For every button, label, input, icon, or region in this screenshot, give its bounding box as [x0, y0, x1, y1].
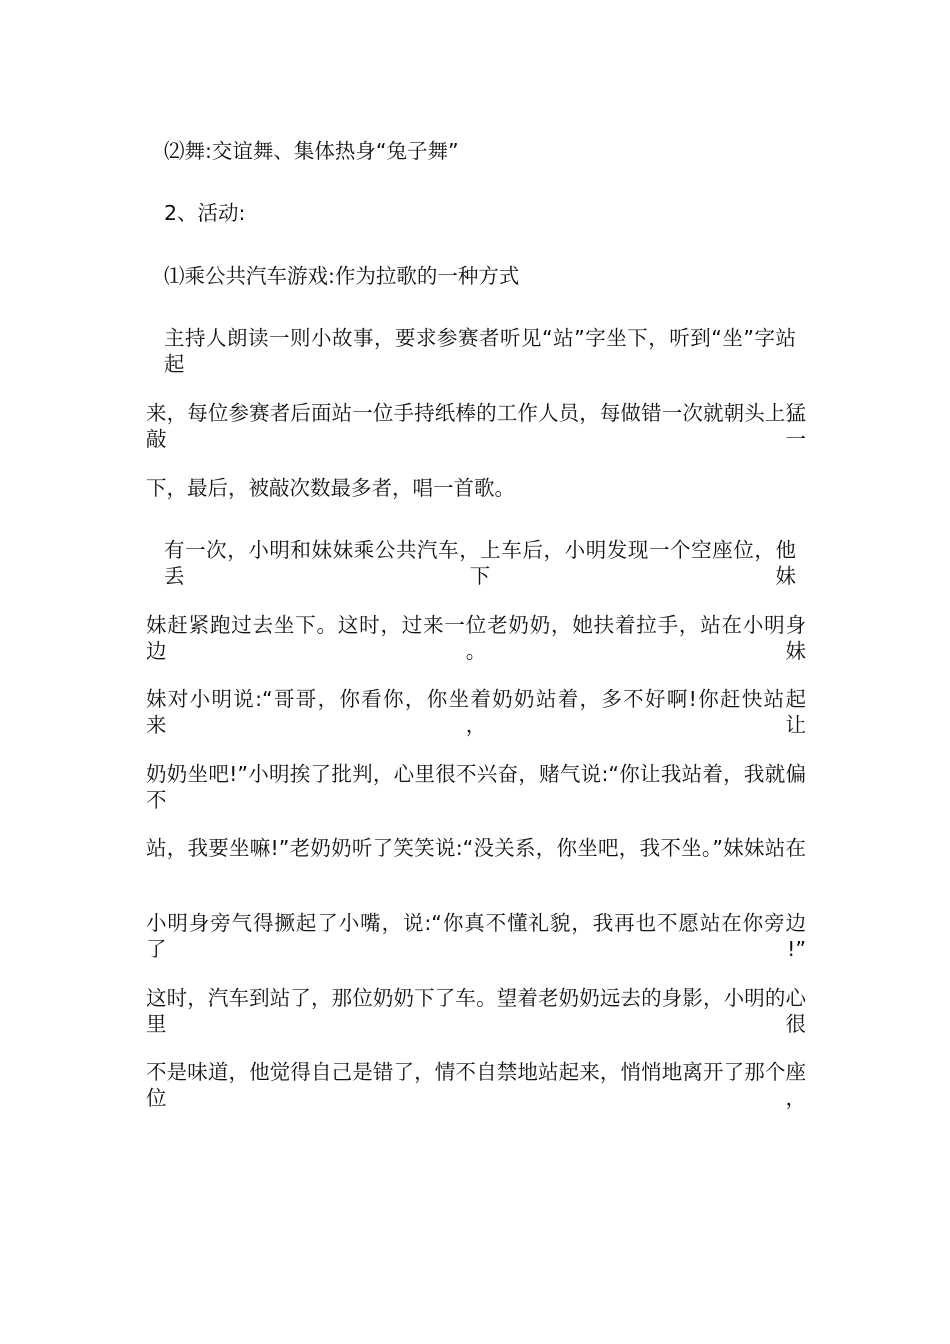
story-line-6: 小明身旁气得撅起了小嘴，说:“你真不懂礼貌，我再也不愿站在你旁边了!” [146, 911, 806, 961]
section-bus-game: ⑴乘公共汽车游戏:作为拉歌的一种方式 [164, 264, 520, 288]
heading-activities: 2、活动: [164, 201, 246, 225]
story-line-8: 不是味道，他觉得自己是错了，情不自禁地站起来，悄悄地离开了那个座位， [146, 1060, 806, 1110]
paragraph-rules-line-2: 来，每位参赛者后面站一位手持纸棒的工作人员，每做错一次就朝头上猛敲一 [146, 401, 806, 451]
story-line-7: 这时，汽车到站了，那位奶奶下了车。望着老奶奶远去的身影，小明的心里很 [146, 986, 806, 1036]
story-line-4: 奶奶坐吧!”小明挨了批判，心里很不兴奋，赌气说:“你让我站着，我就偏不 [146, 762, 806, 812]
paragraph-rules-line-3: 下，最后，被敲次数最多者，唱一首歌。 [146, 476, 515, 500]
section-dance: ⑵舞:交谊舞、集体热身“兔子舞” [164, 139, 459, 163]
story-line-3: 妹对小明说:“哥哥，你看你，你坐着奶奶站着，多不好啊!你赶快站起来，让 [146, 687, 806, 737]
story-line-2: 妹赶紧跑过去坐下。这时，过来一位老奶奶，她扶着拉手，站在小明身边。妹 [146, 613, 806, 663]
paragraph-rules-line-1: 主持人朗读一则小故事，要求参赛者听见“站”字坐下，听到“坐”字站起 [164, 326, 796, 376]
story-line-5: 站，我要坐嘛!”老奶奶听了笑笑说:“没关系，你坐吧，我不坐。”妹妹站在 [146, 836, 806, 860]
story-line-1: 有一次，小明和妹妹乘公共汽车，上车后，小明发现一个空座位，他丢下妹 [164, 538, 796, 588]
